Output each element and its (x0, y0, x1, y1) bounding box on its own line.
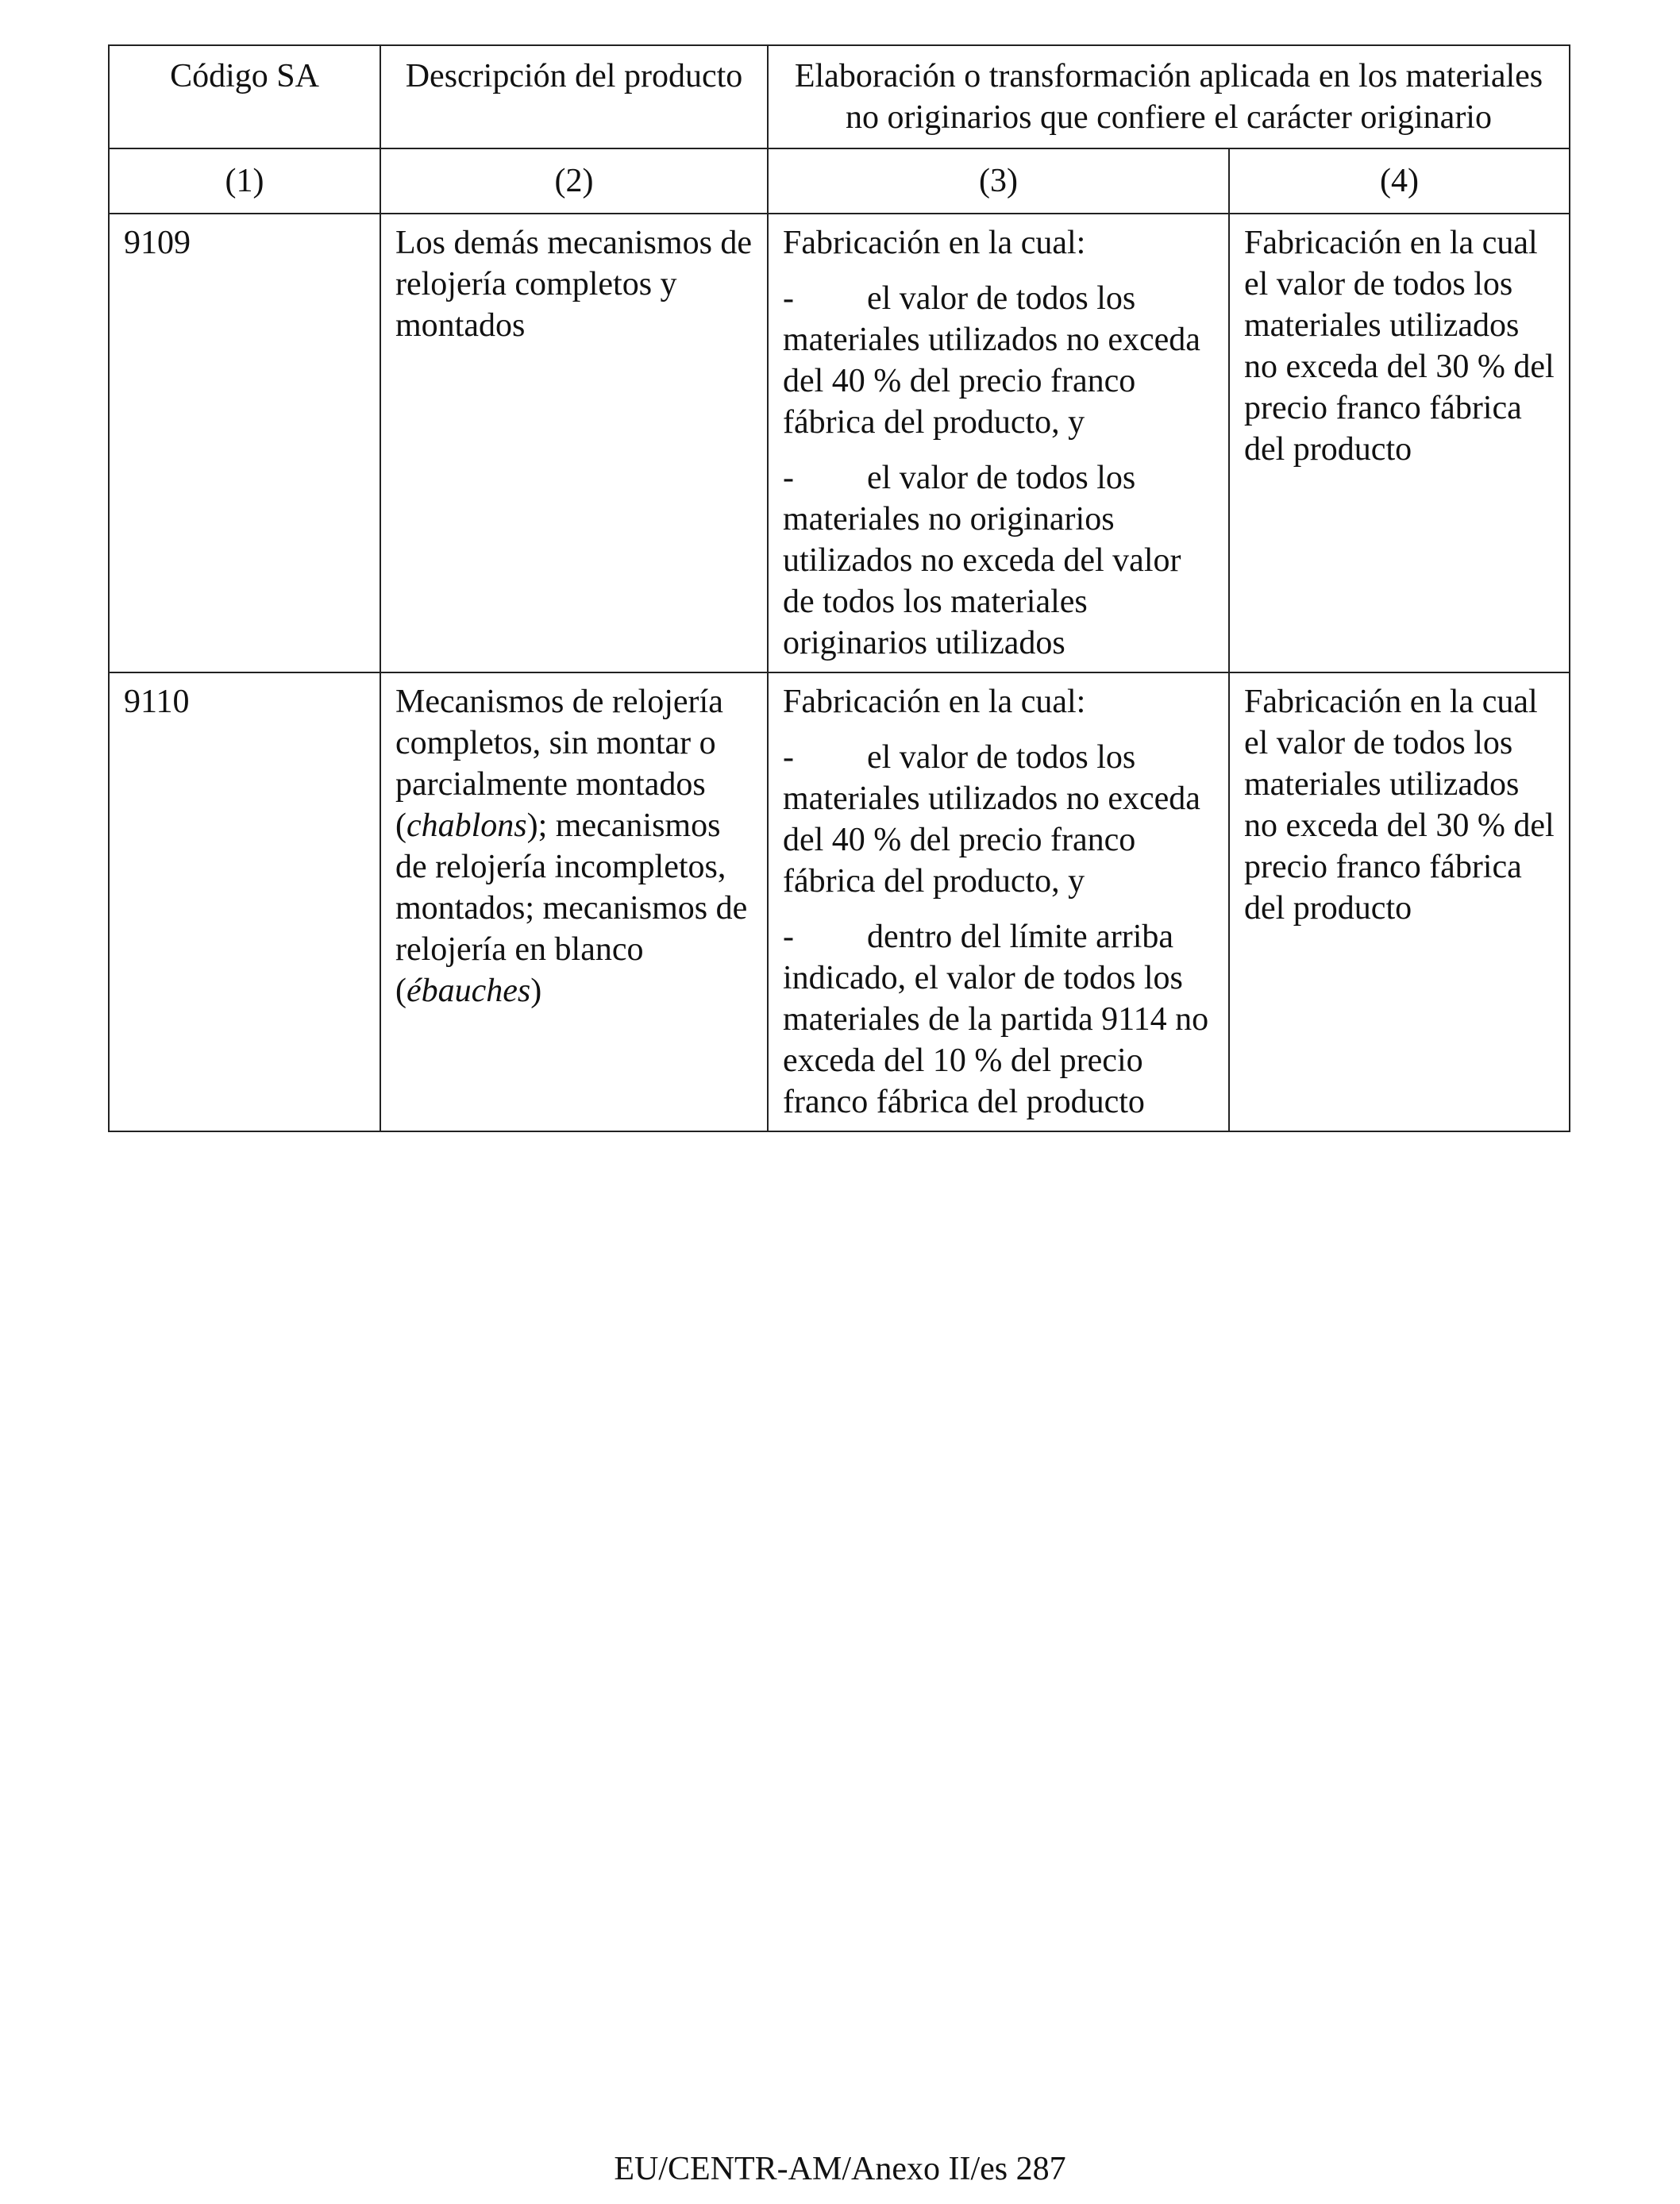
column-number-4: (4) (1229, 148, 1570, 214)
description-text: Los demás mecanismos de relojería completos y montados (395, 225, 753, 344)
header-processing: Elaboración o transformación aplicada en los materiales no originarios que confiere el carácter originario (768, 45, 1570, 148)
dash-marker: - (783, 280, 794, 317)
description-text: ébauches (407, 973, 531, 1009)
processing-condition (783, 737, 1214, 902)
processing-rule-cell (768, 214, 1229, 672)
hs-code-cell: 9110 (109, 672, 380, 1131)
column-number-row (109, 148, 1570, 214)
product-description-cell (380, 672, 768, 1131)
product-description-cell (380, 214, 768, 672)
header-description: Descripción del producto (380, 45, 768, 148)
rules-of-origin-table (108, 44, 1570, 1132)
page-footer: EU/CENTR-AM/Anexo II/es 287 (614, 2151, 1066, 2187)
column-number-2: (2) (380, 148, 768, 214)
description-text: ) (530, 973, 542, 1009)
description-text: Mecanismos de relojería completos, sin montar o parcialmente montados ( (395, 684, 723, 844)
table-row (109, 672, 1570, 1131)
column-number-3: (3) (768, 148, 1229, 214)
processing-rule-cell (768, 672, 1229, 1131)
header-code: Código SA (109, 45, 380, 148)
processing-intro: Fabricación en la cual: (783, 225, 1086, 261)
table-row (109, 214, 1570, 672)
condition-text: dentro del límite arriba indicado, el valor de todos los materiales de la partida 9114 no exceda del 10 % del precio franco fábrica del producto (783, 919, 1209, 1120)
hs-code-cell: 9109 (109, 214, 380, 672)
description-text: ); mecanismos de relojería incompletos, montados; mecanismos de relojería en blanco ( (395, 807, 748, 1009)
processing-condition (783, 278, 1214, 443)
header-row (109, 45, 1570, 148)
dash-marker: - (783, 460, 794, 496)
alternative-rule-cell: Fabricación en la cual el valor de todos los materiales utilizados no exceda del 30 % del precio franco fábrica del producto (1229, 672, 1570, 1131)
table-body (109, 45, 1570, 1131)
condition-text: el valor de todos los materiales utilizados no exceda del 40 % del precio franco fábrica del producto, y (783, 739, 1200, 900)
processing-intro: Fabricación en la cual: (783, 684, 1086, 720)
dash-marker: - (783, 919, 794, 955)
condition-text: el valor de todos los materiales utilizados no exceda del 40 % del precio franco fábrica del producto, y (783, 280, 1200, 441)
alternative-rule-cell: Fabricación en la cual el valor de todos los materiales utilizados no exceda del 30 % del precio franco fábrica del producto (1229, 214, 1570, 672)
dash-marker: - (783, 739, 794, 776)
processing-condition (783, 916, 1214, 1123)
description-text: chablons (407, 807, 527, 844)
condition-text: el valor de todos los materiales no originarios utilizados no exceda del valor de todos los materiales originarios utilizados (783, 460, 1181, 661)
column-number-1: (1) (109, 148, 380, 214)
processing-condition (783, 457, 1214, 664)
